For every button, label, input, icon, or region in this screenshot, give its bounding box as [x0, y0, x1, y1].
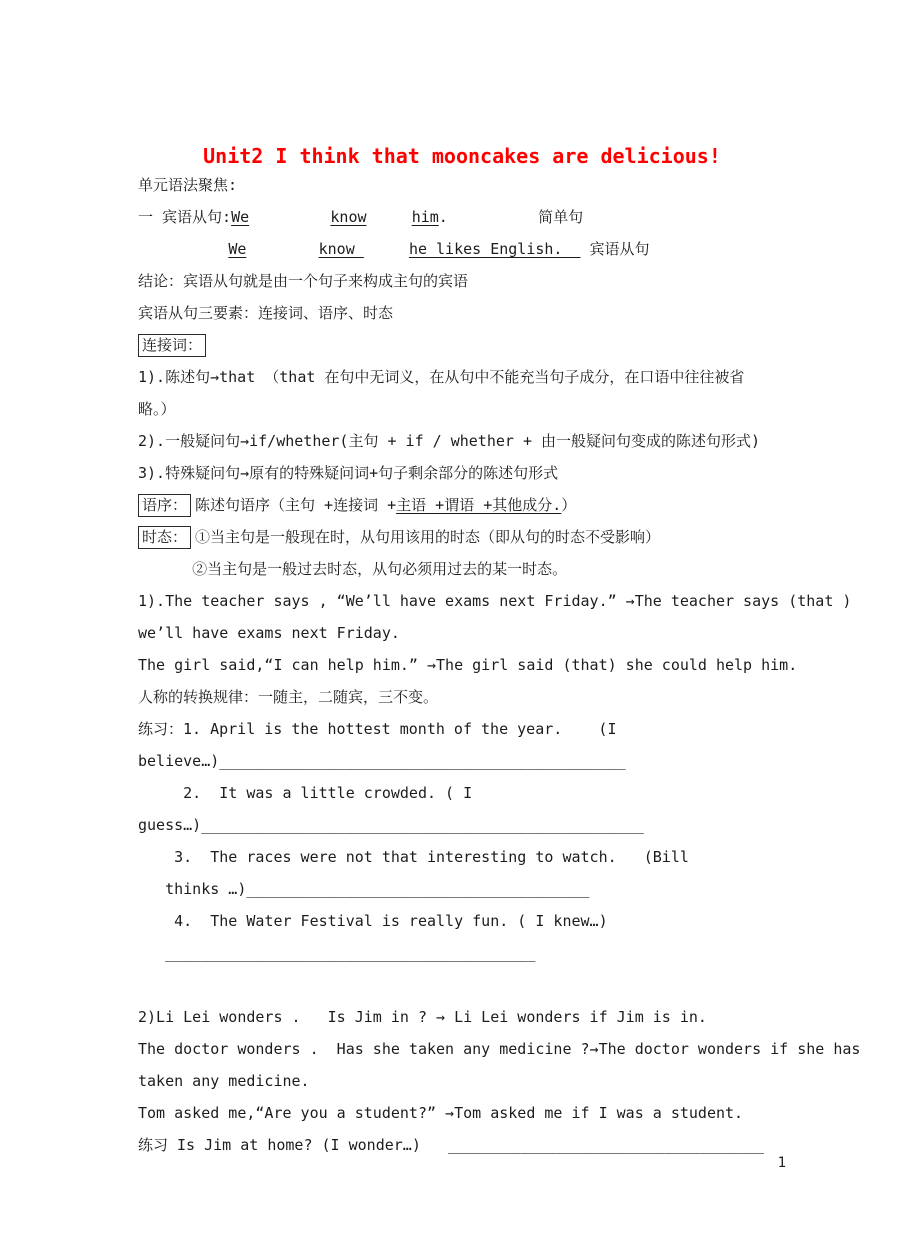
- underlined-text: 主语 +谓语 +其他成分.: [396, 496, 562, 514]
- example-line: [138, 1033, 861, 1065]
- three-elements-line: [138, 297, 786, 329]
- text-run: _________________________________________: [138, 944, 536, 962]
- tense-line: [138, 521, 786, 553]
- text-run: 单元语法聚焦:: [138, 176, 238, 194]
- text-run: [249, 208, 330, 226]
- person-rule-line: [138, 681, 786, 713]
- rule-line: [138, 361, 786, 393]
- text-run: 结论：宾语从句就是由一个句子来构成主句的宾语: [138, 272, 469, 290]
- text-run: 1).陈述句→that （that 在句中无词义，在从句中不能充当句子成分，在口语中往往被省: [138, 368, 745, 386]
- text-run: believe…)_____________________________________________: [138, 752, 626, 770]
- example-line: [138, 1097, 786, 1129]
- text-run: we’ll have exams next Friday.: [138, 624, 400, 642]
- exercise-line: [138, 713, 786, 745]
- underlined-text: he likes English.: [408, 240, 581, 258]
- rule-line: [138, 393, 786, 425]
- text-run: 练习：1. April is the hottest month of the year. (I: [138, 720, 617, 738]
- text-run: 2).一般疑问句→if/whether(主句 + if / whether + 由一般疑问句变成的陈述句形式): [138, 432, 761, 450]
- exercise-line: [138, 841, 786, 873]
- text-run: 2)Li Lei wonders . Is Jim in ? → Li Lei wonders if Jim is in.: [138, 1008, 707, 1026]
- word-order-line: [138, 489, 786, 521]
- text-run: 练习 Is Jim at home? (I wonder…) ___________________________________: [138, 1136, 765, 1154]
- text-run: 简单句: [538, 208, 584, 226]
- answer-blank-line: [138, 809, 786, 841]
- answer-blank-line: [138, 873, 786, 905]
- underlined-text: We: [231, 208, 250, 226]
- connector-label-line: [138, 329, 786, 361]
- example-line: [138, 233, 786, 265]
- text-run: 3. The races were not that interesting to watch. (Bill: [138, 848, 689, 866]
- page-number: 1: [777, 1155, 786, 1171]
- text-run: 1).The teacher says , “We’ll have exams next Friday.” →The teacher says (that ): [138, 592, 852, 610]
- text-run: Unit2 I think that mooncakes are delicious!: [203, 144, 721, 168]
- boxed-label: 连接词：: [138, 334, 206, 357]
- text-run: [364, 240, 409, 258]
- text-run: The girl said,“I can help him.” →The girl said (that) she could help him.: [138, 656, 798, 674]
- example-line: [138, 201, 786, 233]
- example-line: [138, 1065, 786, 1097]
- text-run: [246, 240, 318, 258]
- underlined-text: know: [330, 208, 367, 226]
- text-run: 略。）: [138, 400, 176, 418]
- rule-line: [138, 457, 786, 489]
- exercise-line: [138, 777, 786, 809]
- underlined-text: him: [411, 208, 439, 226]
- conclusion-line: [138, 265, 786, 297]
- text-run: ①当主句是一般现在时，从句用该用的时态（即从句的时态不受影响）: [195, 528, 661, 546]
- text-run: .: [438, 208, 539, 226]
- document-body: [138, 117, 861, 1161]
- example-line: [138, 617, 786, 649]
- underlined-text: We: [228, 240, 247, 258]
- text-run: 人称的转换规律：一随主，二随宾，三不变。: [138, 688, 439, 706]
- answer-blank-line: [138, 937, 786, 969]
- example-line: [138, 649, 798, 681]
- text-run: The doctor wonders . Has she taken any medicine ?→The doctor wonders if she has: [138, 1040, 861, 1058]
- text-run: taken any medicine.: [138, 1072, 310, 1090]
- text-run: ②当主句是一般过去时态，从句必须用过去的某一时态。: [138, 560, 568, 578]
- text-run: 3).特殊疑问句→原有的特殊疑问词+句子剩余部分的陈述句形式: [138, 464, 559, 482]
- text-run: [138, 240, 228, 258]
- boxed-label: 时态：: [138, 526, 191, 549]
- example-line: [138, 585, 852, 617]
- text-run: 一 宾语从句:: [138, 208, 232, 226]
- text-run: ）: [561, 496, 577, 514]
- boxed-label: 语序：: [138, 494, 191, 517]
- text-run: 2. It was a little crowded. ( I: [138, 784, 473, 802]
- blank-line: [138, 969, 786, 1001]
- exercise-line: [138, 905, 786, 937]
- text-run: 宾语从句三要素：连接词、语序、时态: [138, 304, 394, 322]
- rule-line: [138, 425, 786, 457]
- text-run: thinks …)______________________________________: [138, 880, 590, 898]
- text-run: Tom asked me,“Are you a student?” →Tom asked me if I was a student.: [138, 1104, 744, 1122]
- text-run: guess…)_________________________________________________: [138, 816, 644, 834]
- text-run: 宾语从句: [580, 240, 650, 258]
- underlined-text: know: [318, 240, 364, 258]
- text-run: [367, 208, 412, 226]
- text-run: 4. The Water Festival is really fun. ( I knew…): [138, 912, 608, 930]
- text-run: 陈述句语序（主句 +连接词 +: [195, 496, 397, 514]
- tense-line: [138, 553, 786, 585]
- answer-blank-line: [138, 745, 786, 777]
- example-line: [138, 1001, 786, 1033]
